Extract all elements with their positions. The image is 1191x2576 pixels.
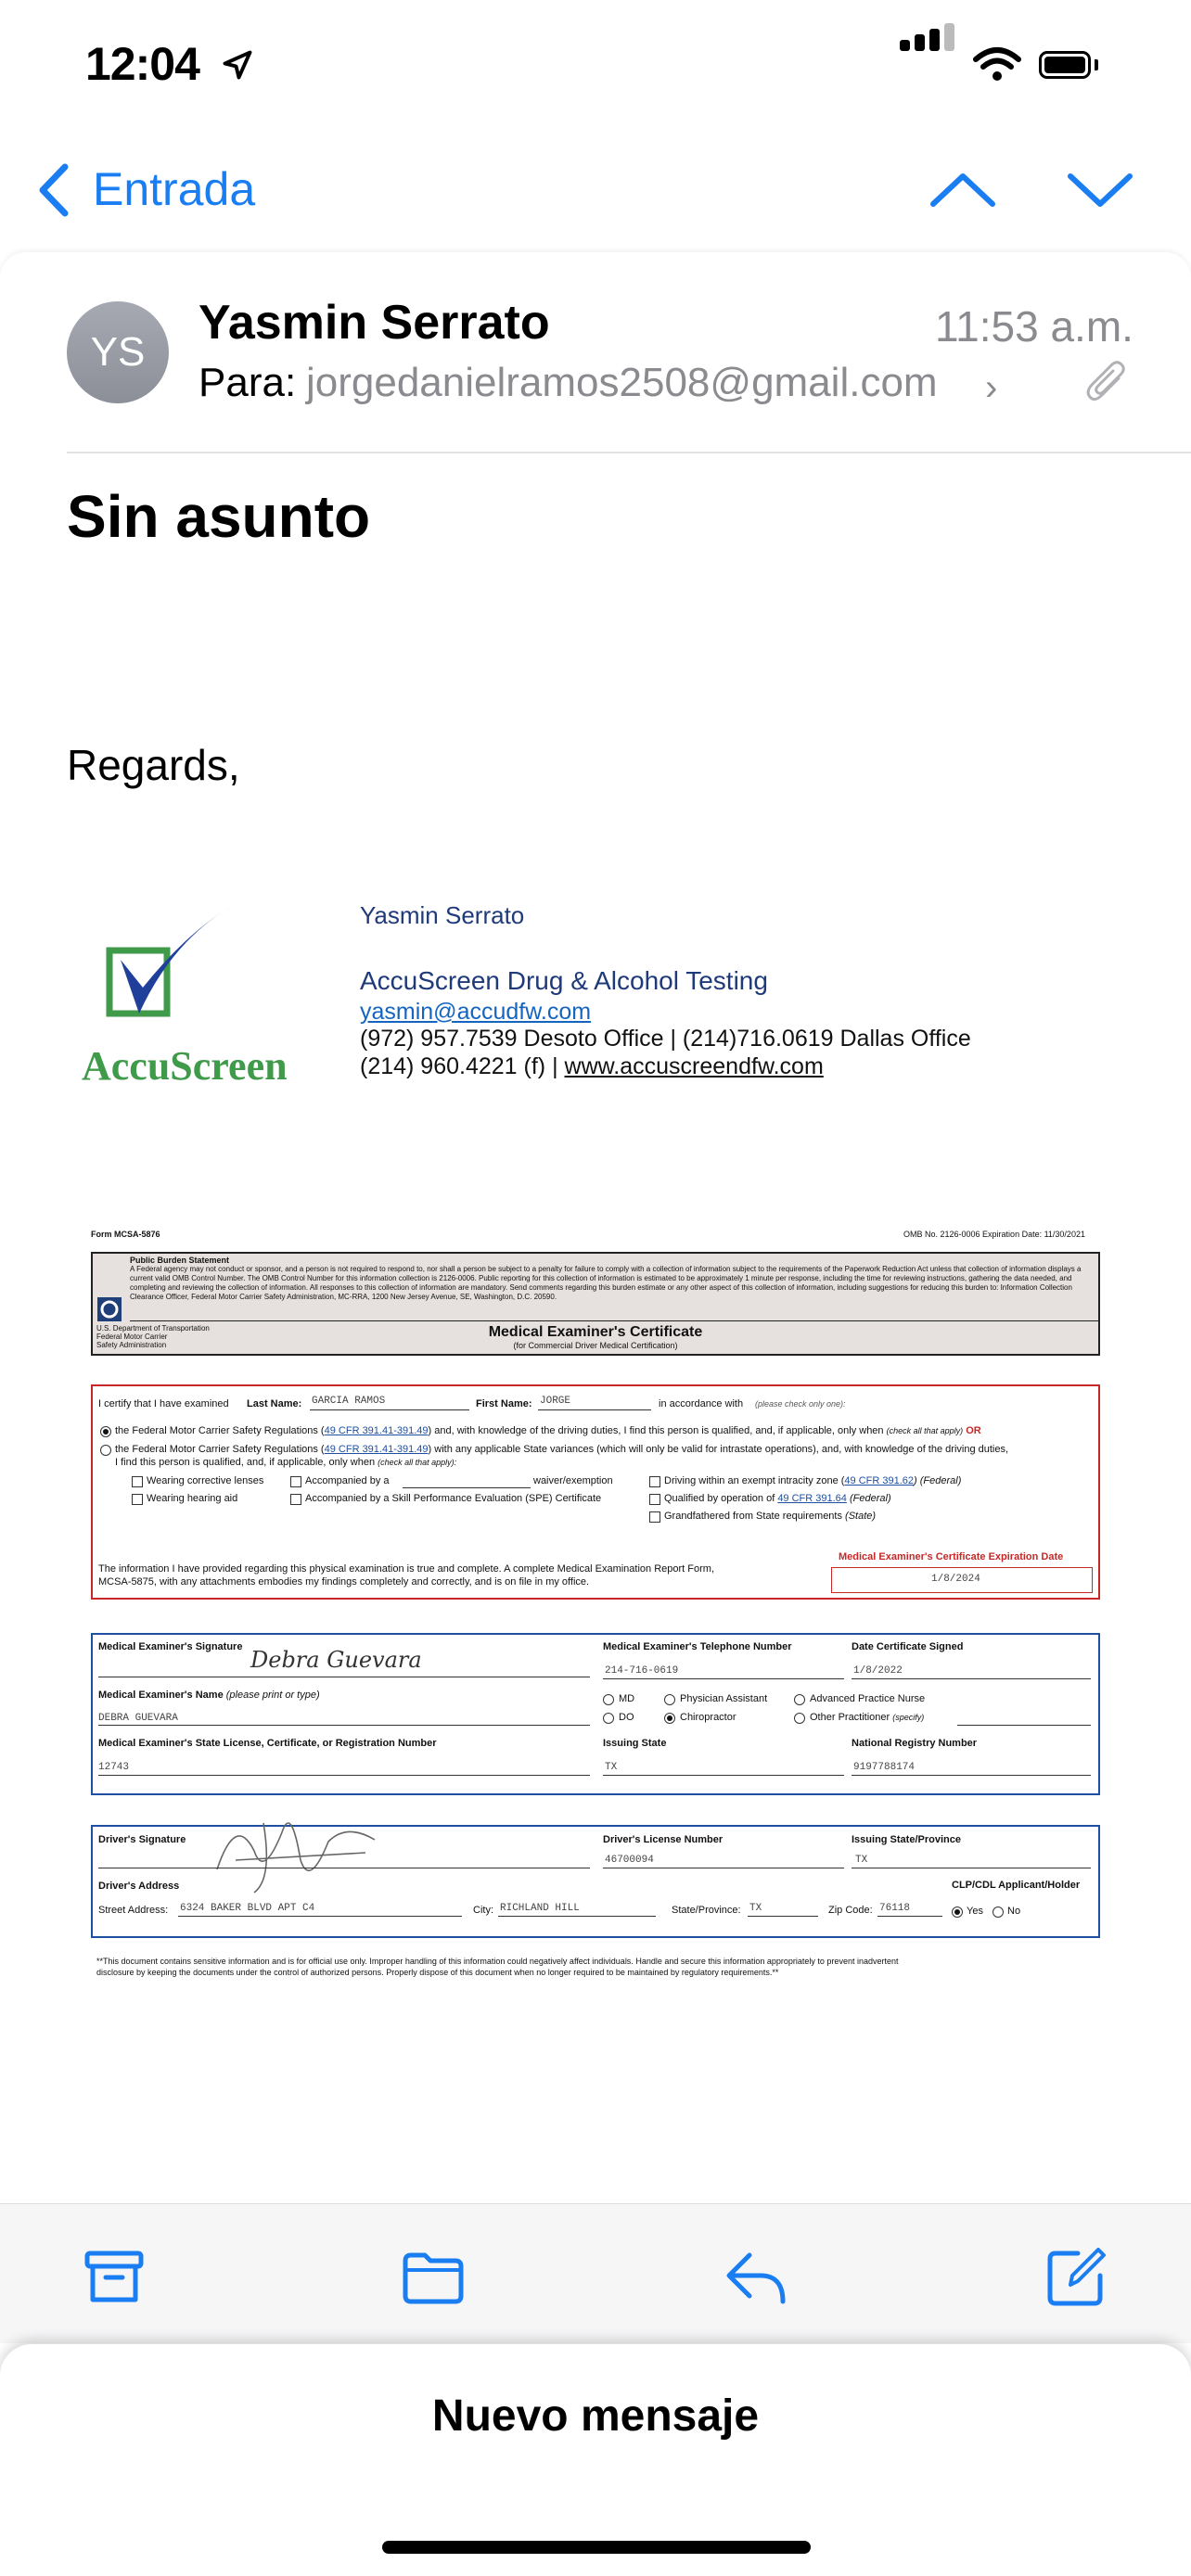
bottom-toolbar [0, 2203, 1191, 2343]
signature-phones: (972) 957.7539 Desoto Office | (214)716.0619 Dallas Office [360, 1026, 971, 1052]
exempt-zone-link[interactable]: 49 CFR 391.62 [844, 1475, 915, 1486]
signature-website-link[interactable]: www.accuscreendfw.com [564, 1053, 824, 1079]
signature-fax: (214) 960.4221 (f) | [360, 1053, 565, 1079]
battery-cap [1095, 59, 1098, 70]
qualified-end: (Federal) [849, 1493, 891, 1504]
me-phone[interactable]: 214-716-0619 [605, 1665, 679, 1677]
street-address[interactable]: 6324 BAKER BLVD APT C4 [180, 1903, 315, 1914]
last-name-field[interactable]: GARCIA RAMOS [312, 1396, 386, 1407]
driver-license-label: Driver's License Number [603, 1834, 724, 1845]
expiration-date[interactable]: 1/8/2024 [931, 1574, 980, 1585]
clp-label: CLP/CDL Applicant/Holder [952, 1880, 1081, 1891]
avatar[interactable]: YS [67, 301, 169, 403]
back-to-inbox-link[interactable]: Entrada [93, 163, 256, 215]
clp-no-radio[interactable] [992, 1906, 1004, 1918]
md-radio[interactable] [603, 1694, 614, 1705]
other-practitioner-label-row [810, 1712, 924, 1723]
burden-text: A Federal agency may not conduct or sponsor, and a person is not required to respond to, nor shall a person be subject to a penalty for failure to comply with a collection of information subject to the requirements of the Paperwork Reduction Act unless that collection of information displays a current valid OMB Control Number. The OMB Control Number for this information collection is 2126-0006. Public reporting for this collection of information is estimated to be approximately 1 minute per response, including the time for reviewing instructions, gathering the data needed, and completing and reviewing the collection of information. All responses to this collection of information are mandatory. Send comments regarding this burden estimate or any other aspect of this collection of information, including suggestions for reducing this burden to: Information Collection Clearance Officer, Federal Motor Carrier Safety Administration, MC-RRA, 1200 New Jersey Avenue, SE, Washington, D.C. 20590. [130, 1265, 1082, 1301]
state-text-c: I find this person is qualified, and, if applicable, only when [115, 1457, 376, 1468]
md-label: MD [619, 1693, 635, 1704]
new-message-title[interactable]: Nuevo mensaje [431, 2391, 760, 2441]
info-statement-2: MCSA-5875, with any attachments embodies my findings completely and correctly, and is on file in my office. [98, 1576, 590, 1588]
hearing-aid-label: Wearing hearing aid [147, 1493, 238, 1504]
other-practitioner-radio[interactable] [794, 1713, 805, 1724]
home-indicator[interactable] [382, 2541, 811, 2554]
clp-no-label: No [1007, 1906, 1021, 1917]
accompanied-waiver-checkbox[interactable] [290, 1476, 301, 1487]
back-chevron-icon[interactable] [32, 158, 78, 223]
driver-address-label: Driver's Address [98, 1881, 180, 1892]
compose-icon[interactable] [1043, 2244, 1108, 2309]
driver-issuing-state[interactable]: TX [855, 1855, 868, 1866]
me-name[interactable]: DEBRA GUEVARA [98, 1713, 178, 1724]
qualified-text: Qualified by operation of [664, 1493, 775, 1504]
status-time: 12:04 [85, 38, 199, 90]
issuing-state-label: Issuing State [603, 1738, 667, 1749]
omb-number: OMB No. 2126-0006 Expiration Date: 11/30/2021 [903, 1230, 1085, 1239]
exempt-zone-end: ) (Federal) [914, 1475, 962, 1486]
registry-label: National Registry Number [852, 1738, 978, 1749]
exempt-zone-checkbox[interactable] [649, 1476, 660, 1487]
logo-text: AccuScreen [82, 1043, 288, 1089]
license-label: Medical Examiner's State License, Certificate, or Registration Number [98, 1738, 437, 1749]
federal-text-c: (check all that apply) [886, 1426, 964, 1435]
qualified-link[interactable]: 49 CFR 391.64 [777, 1493, 847, 1504]
accuscreen-logo-icon [83, 895, 260, 1034]
certificate-subtitle: (for Commercial Driver Medical Certification) [513, 1341, 678, 1350]
dot-line-2: Federal Motor Carrier [96, 1333, 168, 1341]
date-signed-label: Date Certificate Signed [852, 1641, 964, 1652]
state-province-label: State/Province: [672, 1905, 741, 1916]
chiropractor-label: Chiropractor [680, 1712, 736, 1723]
apn-radio[interactable] [794, 1694, 805, 1705]
next-message-icon[interactable] [1065, 167, 1135, 213]
federal-option-text [115, 1425, 981, 1436]
certificate-title: Medical Examiner's Certificate [488, 1324, 703, 1340]
info-statement-1: The information I have provided regarding this physical examination is true and complete. A complete Medical Examination Report Form, [98, 1563, 715, 1575]
me-phone-label: Medical Examiner's Telephone Number [603, 1641, 792, 1652]
qualified-operation-checkbox[interactable] [649, 1494, 660, 1505]
state-text-d: (check all that apply): [378, 1458, 457, 1467]
state-option-text [115, 1444, 1008, 1455]
me-name-label-row [98, 1690, 320, 1701]
first-name-field[interactable]: JORGE [540, 1396, 571, 1407]
driver-signature-label: Driver's Signature [98, 1834, 186, 1845]
first-name-label: First Name: [476, 1398, 532, 1409]
accompanied-label: Accompanied by a [305, 1475, 390, 1486]
wifi-icon [972, 46, 1022, 83]
license-number[interactable]: 12743 [98, 1762, 130, 1773]
dot-emblem-icon [96, 1296, 122, 1322]
accordance-text: in accordance with [659, 1398, 744, 1409]
other-specify: (specify) [892, 1713, 925, 1722]
certify-text: I certify that I have examined [98, 1398, 229, 1409]
signature-company: AccuScreen Drug & Alcohol Testing [360, 966, 768, 995]
exempt-zone-text: Driving within an exempt intracity zone ( [664, 1475, 845, 1486]
signature-email-link[interactable]: yasmin@accudfw.com [360, 999, 592, 1025]
state-cfr-link[interactable]: 49 CFR 391.41-391.49 [324, 1444, 429, 1455]
previous-message-icon[interactable] [928, 167, 998, 213]
pa-radio[interactable] [664, 1694, 675, 1705]
burden-box [91, 1252, 1100, 1356]
federal-text-b: ) and, with knowledge of the driving duties, I find this person is qualified, and, if applicable, only when [428, 1425, 884, 1436]
sender-name[interactable]: Yasmin Serrato [198, 296, 550, 350]
dot-line-3: Safety Administration [96, 1341, 167, 1349]
reply-icon[interactable] [724, 2244, 788, 2309]
driver-license[interactable]: 46700094 [605, 1855, 654, 1866]
email-body: Regards, [67, 741, 240, 789]
state-province[interactable]: TX [749, 1903, 762, 1914]
state-option-text-2 [115, 1457, 456, 1468]
sent-time: 11:53 a.m. [935, 302, 1133, 351]
waiver-label: waiver/exemption [533, 1475, 613, 1486]
me-name-hint: (please print or type) [225, 1690, 320, 1701]
spe-label: Accompanied by a Skill Performance Evaluation (SPE) Certificate [305, 1493, 602, 1504]
apn-label: Advanced Practice Nurse [810, 1693, 926, 1704]
form-id: Form MCSA-5876 [91, 1230, 160, 1239]
examiner-section [91, 1633, 1100, 1795]
clp-yes-radio[interactable] [952, 1906, 963, 1918]
signature-fax-line [360, 1053, 824, 1080]
federal-cfr-link[interactable]: 49 CFR 391.41-391.49 [324, 1425, 429, 1436]
corrective-lenses-checkbox[interactable] [132, 1476, 143, 1487]
state-text-a: the Federal Motor Carrier Safety Regulations ( [115, 1444, 325, 1455]
move-folder-icon[interactable] [401, 2244, 466, 2309]
federal-option-radio[interactable] [100, 1426, 111, 1437]
do-label: DO [619, 1712, 634, 1723]
city[interactable]: RICHLAND HILL [500, 1903, 580, 1914]
email-subject: Sin asunto [67, 483, 371, 550]
location-arrow-icon [221, 48, 254, 82]
recipient-address[interactable]: jorgedanielramos2508@gmail.com [306, 360, 938, 405]
last-name-label: Last Name: [247, 1398, 302, 1409]
grandfathered-state: (State) [845, 1511, 877, 1522]
street-label: Street Address: [98, 1905, 169, 1916]
do-radio[interactable] [603, 1713, 614, 1724]
grandfathered-label [664, 1511, 876, 1522]
or-label: OR [966, 1425, 981, 1436]
clp-yes-label: Yes [967, 1906, 983, 1917]
me-name-label: Medical Examiner's Name [98, 1690, 224, 1701]
issuing-state[interactable]: TX [605, 1762, 618, 1773]
pa-label: Physician Assistant [680, 1693, 768, 1704]
corrective-lenses-label: Wearing corrective lenses [147, 1475, 264, 1486]
spe-checkbox[interactable] [290, 1494, 301, 1505]
federal-text-a: the Federal Motor Carrier Safety Regulations ( [115, 1425, 325, 1436]
grandfathered-text: Grandfathered from State requirements [664, 1511, 842, 1522]
exempt-zone-label [664, 1475, 961, 1486]
city-label: City: [473, 1905, 493, 1916]
grandfathered-checkbox[interactable] [649, 1511, 660, 1523]
state-variance-radio[interactable] [100, 1445, 111, 1456]
signature-name: Yasmin Serrato [360, 901, 525, 929]
other-practitioner-label: Other Practitioner [810, 1712, 890, 1723]
chevron-right-icon[interactable]: › [985, 367, 998, 408]
battery-icon [1039, 51, 1091, 79]
me-signature-label: Medical Examiner's Signature [98, 1641, 243, 1652]
chiropractor-radio[interactable] [664, 1713, 675, 1724]
check-only-one: (please check only one): [755, 1399, 846, 1409]
expiration-label: Medical Examiner's Certificate Expiration Date [839, 1551, 1064, 1562]
paperclip-icon [1085, 360, 1128, 406]
header-divider [67, 452, 1191, 453]
me-signature: Debra Guevara [250, 1647, 422, 1673]
zip-code[interactable]: 76118 [879, 1903, 911, 1914]
archive-icon[interactable] [82, 2244, 147, 2309]
burden-title: Public Burden Statement [130, 1256, 230, 1265]
driver-signature-scribble [198, 1795, 384, 1897]
date-signed[interactable]: 1/8/2022 [853, 1665, 903, 1677]
footer-note-1: **This document contains sensitive information and is for official use only. Improper handling of this information could negatively affect individuals. Handle and secure this information appropriately to prevent inadvertent [96, 1957, 899, 1966]
footer-note-2: disclosure by keeping the documents under the control of authorized persons. Properly dispose of this document when no longer required to be maintained by regulatory requirements.** [96, 1968, 779, 1977]
dot-line-1: U.S. Department of Transportation [96, 1324, 210, 1333]
state-text-b: ) with any applicable State variances (which will only be valid for intrastate operations), and, with knowledge of the driving duties, [428, 1444, 1009, 1455]
qualified-operation-label [664, 1493, 891, 1504]
to-label: Para: [198, 360, 297, 405]
registry-number[interactable]: 9197788174 [853, 1762, 916, 1773]
hearing-aid-checkbox[interactable] [132, 1494, 143, 1505]
zip-label: Zip Code: [828, 1905, 873, 1916]
driver-state-label: Issuing State/Province [852, 1834, 961, 1845]
